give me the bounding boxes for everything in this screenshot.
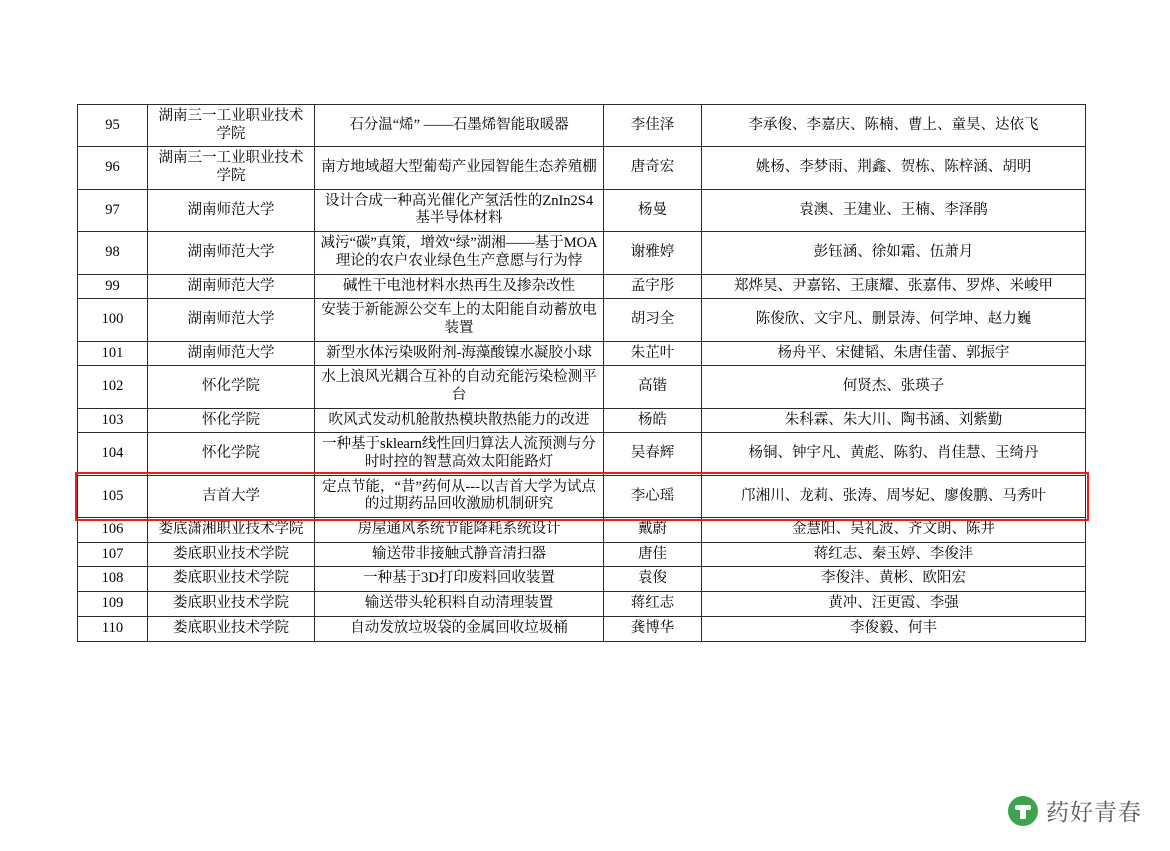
award-table-container (77, 104, 1085, 642)
table-row (78, 592, 1086, 617)
row-project-title: 新型水体污染吸附剂-海藻酸镍水凝胶小球 (315, 341, 604, 366)
row-members: 李俊毅、何丰 (702, 616, 1086, 641)
row-leader: 杨皓 (604, 408, 702, 433)
row-school: 娄底职业技术学院 (148, 542, 315, 567)
row-members: 何贤杰、张瑛子 (702, 366, 1086, 408)
row-leader: 唐佳 (604, 542, 702, 567)
row-index: 96 (78, 147, 148, 189)
row-leader: 袁俊 (604, 567, 702, 592)
wechat-logo-icon (1008, 796, 1038, 826)
row-project-title: 自动发放垃圾袋的金属回收垃圾桶 (315, 616, 604, 641)
table-row (78, 274, 1086, 299)
row-members: 邝湘川、龙莉、张涛、周岑妃、廖俊鹏、马秀叶 (702, 475, 1086, 517)
table-row (78, 232, 1086, 274)
row-members: 李承俊、李嘉庆、陈楠、曹上、童昊、达依飞 (702, 105, 1086, 147)
row-project-title: 一种基于3D打印废料回收装置 (315, 567, 604, 592)
row-members: 郑烨昊、尹嘉铭、王康耀、张嘉伟、罗烨、米峻甲 (702, 274, 1086, 299)
row-school: 娄底职业技术学院 (148, 592, 315, 617)
row-school: 娄底潇湘职业技术学院 (148, 518, 315, 543)
row-project-title: 南方地域超大型葡萄产业园智能生态养殖棚 (315, 147, 604, 189)
row-index: 105 (78, 475, 148, 517)
table-row (78, 542, 1086, 567)
row-school: 吉首大学 (148, 475, 315, 517)
row-project-title: 设计合成一种高光催化产氢活性的ZnIn2S4基半导体材料 (315, 189, 604, 231)
row-leader: 杨曼 (604, 189, 702, 231)
table-row (78, 299, 1086, 341)
row-school: 娄底职业技术学院 (148, 616, 315, 641)
row-index: 110 (78, 616, 148, 641)
row-index: 104 (78, 433, 148, 475)
row-project-title: 定点节能，“昔”药何从---以吉首大学为试点的过期药品回收激励机制研究 (315, 475, 604, 517)
row-school: 怀化学院 (148, 408, 315, 433)
row-school: 怀化学院 (148, 433, 315, 475)
row-school: 湖南三一工业职业技术学院 (148, 105, 315, 147)
row-project-title: 输送带非接触式静音清扫器 (315, 542, 604, 567)
row-index: 100 (78, 299, 148, 341)
row-leader: 唐奇宏 (604, 147, 702, 189)
row-project-title: 石分温“烯” ——石墨烯智能取暖器 (315, 105, 604, 147)
row-project-title: 碱性干电池材料水热再生及掺杂改性 (315, 274, 604, 299)
row-project-title: 房屋通风系统节能降耗系统设计 (315, 518, 604, 543)
row-project-title: 减污“碳”真策，增效“绿”湖湘——基于MOA理论的农户农业绿色生产意愿与行为悖 (315, 232, 604, 274)
row-index: 102 (78, 366, 148, 408)
row-leader: 吴春辉 (604, 433, 702, 475)
row-members: 袁澳、王建业、王楠、李泽鹃 (702, 189, 1086, 231)
row-leader: 李佳泽 (604, 105, 702, 147)
row-school: 娄底职业技术学院 (148, 567, 315, 592)
row-school: 怀化学院 (148, 366, 315, 408)
row-members: 陈俊欣、文宇凡、删景涛、何学坤、赵力巍 (702, 299, 1086, 341)
table-row (78, 147, 1086, 189)
row-members: 黄冲、汪更霞、李强 (702, 592, 1086, 617)
row-leader: 孟宇彤 (604, 274, 702, 299)
table-row (78, 616, 1086, 641)
row-index: 98 (78, 232, 148, 274)
award-table-body (78, 105, 1086, 642)
award-table (77, 104, 1086, 642)
row-leader: 戴蔚 (604, 518, 702, 543)
table-row (78, 518, 1086, 543)
watermark-label: 药好青春 (1046, 800, 1142, 825)
row-school: 湖南三一工业职业技术学院 (148, 147, 315, 189)
row-leader: 龚博华 (604, 616, 702, 641)
row-leader: 胡习全 (604, 299, 702, 341)
row-school: 湖南师范大学 (148, 189, 315, 231)
row-school: 湖南师范大学 (148, 341, 315, 366)
row-school: 湖南师范大学 (148, 299, 315, 341)
row-project-title: 安装于新能源公交车上的太阳能自动蓄放电装置 (315, 299, 604, 341)
row-index: 109 (78, 592, 148, 617)
row-index: 108 (78, 567, 148, 592)
watermark (1008, 794, 1142, 827)
table-row (78, 475, 1086, 517)
row-leader: 高锴 (604, 366, 702, 408)
row-index: 95 (78, 105, 148, 147)
row-members: 朱科霖、朱大川、陶书涵、刘紫勤 (702, 408, 1086, 433)
table-row (78, 567, 1086, 592)
row-leader: 谢雅婷 (604, 232, 702, 274)
table-row (78, 341, 1086, 366)
row-project-title: 吹风式发动机舱散热模块散热能力的改进 (315, 408, 604, 433)
row-school: 湖南师范大学 (148, 274, 315, 299)
table-row (78, 189, 1086, 231)
table-row (78, 433, 1086, 475)
row-index: 97 (78, 189, 148, 231)
row-leader: 蒋红志 (604, 592, 702, 617)
table-row (78, 408, 1086, 433)
row-members: 杨舟平、宋健韬、朱唐佳蕾、郭振宇 (702, 341, 1086, 366)
table-row (78, 366, 1086, 408)
row-index: 101 (78, 341, 148, 366)
row-members: 彭钰涵、徐如霜、伍萧月 (702, 232, 1086, 274)
row-members: 姚杨、李梦雨、荆鑫、贺栋、陈梓涵、胡明 (702, 147, 1086, 189)
row-leader: 李心瑶 (604, 475, 702, 517)
row-school: 湖南师范大学 (148, 232, 315, 274)
row-index: 107 (78, 542, 148, 567)
row-index: 99 (78, 274, 148, 299)
row-project-title: 一种基于sklearn线性回归算法人流预测与分时时控的智慧高效太阳能路灯 (315, 433, 604, 475)
row-leader: 朱芷叶 (604, 341, 702, 366)
row-members: 金慧阳、吴礼波、齐文朗、陈井 (702, 518, 1086, 543)
row-members: 李俊沣、黄彬、欧阳宏 (702, 567, 1086, 592)
row-index: 106 (78, 518, 148, 543)
row-project-title: 输送带头轮积料自动清理装置 (315, 592, 604, 617)
row-index: 103 (78, 408, 148, 433)
table-row (78, 105, 1086, 147)
row-project-title: 水上浪风光耦合互补的自动充能污染检测平台 (315, 366, 604, 408)
row-members: 杨铜、钟宇凡、黄彪、陈豹、肖佳慧、王绮丹 (702, 433, 1086, 475)
row-members: 蒋红志、秦玉婷、李俊沣 (702, 542, 1086, 567)
